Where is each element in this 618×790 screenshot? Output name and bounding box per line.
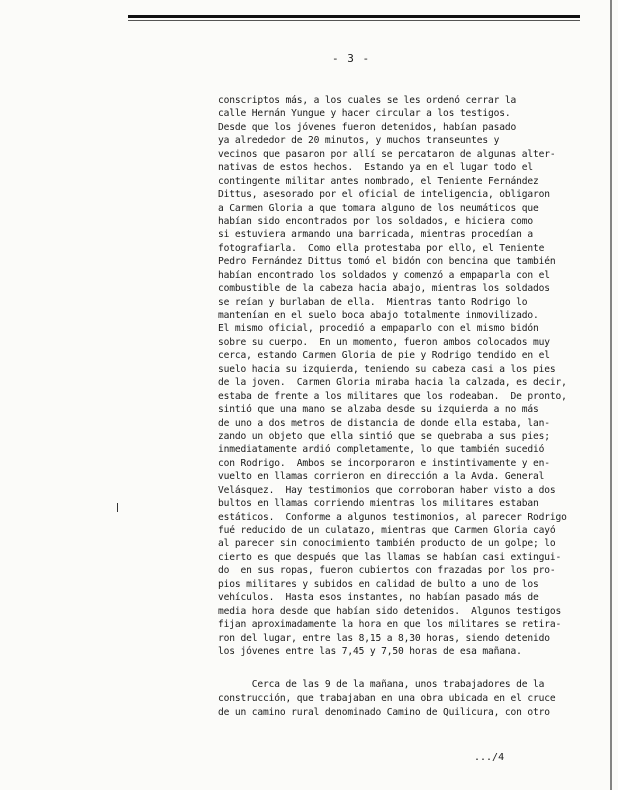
text-line: habían sido encontrados por los soldados, e hiciera como (218, 215, 534, 227)
text-line: ya alrededor de 20 minutos, y muchos transeuntes y (218, 135, 500, 147)
margin-mark (117, 503, 118, 512)
text-line: fotografiarla. Como ella protestaba por ello, el Teniente (218, 242, 545, 254)
text-line: Velásquez. Hay testimonios que corroboran haber visto a dos (218, 484, 556, 496)
text-line: de uno a dos metros de distancia de donde ella estaba, lan- (218, 417, 550, 429)
text-line: Dittus, asesorado por el oficial de inteligencia, obligaron (218, 189, 550, 201)
text-line: de un camino rural denominado Camino de Quilicura, con otro (218, 707, 550, 718)
text-line: vehículos. Hasta esos instantes, no habían pasado más de (218, 592, 539, 604)
text-line: suelo hacia su izquierda, teniendo su cabeza casi a los pies (218, 363, 556, 375)
text-line: mantenían en el suelo boca abajo totalmente inmovilizado. (218, 310, 539, 321)
text-line: Desde que los jóvenes fueron detenidos, habían pasado (218, 121, 517, 133)
paragraph-1 (218, 94, 590, 658)
text-line: El mismo oficial, procedió a empaparlo con el mismo bidón (218, 323, 539, 335)
text-line: al parecer sin conocimiento también producto de un golpe; lo (218, 538, 556, 550)
text-line: do en sus ropas, fueron cubiertos con frazadas por los pro- (218, 565, 556, 577)
text-line: Cerca de las 9 de la mañana, unos trabajadores de la (218, 679, 545, 690)
text-line: vuelto en llamas corrieron en dirección a la Avda. General (218, 471, 545, 483)
page-edge (610, 0, 612, 790)
continuation-marker: ...​/4 (474, 752, 505, 763)
text-line: con Rodrigo. Ambos se incorporaron e instintivamente y en- (218, 457, 550, 469)
text-line: calle Hernán Yungue y hacer circular a los testigos. (218, 108, 511, 120)
text-line: sobre su cuerpo. En un momento, fueron ambos colocados muy (218, 336, 550, 348)
text-line: si estuviera armando una barricada, mientras procedían a (218, 229, 534, 241)
text-line: fijan aproximadamente la hora en que los militares se retira- (218, 619, 562, 631)
text-line: media hora desde que habían sido detenidos. Algunos testigos (218, 605, 562, 617)
text-line: a Carmen Gloria a que tomara alguno de los neumáticos que (218, 202, 539, 214)
text-line: nativas de estos hechos. Estando ya en el lugar todo el (218, 162, 534, 174)
text-line: estáticos. Conforme a algunos testimonios, al parecer Rodrigo (218, 511, 567, 523)
text-line: Pedro Fernández Dittus tomó el bidón con bencina que también (218, 256, 556, 268)
text-line: se reían y burlaban de ella. Mientras tanto Rodrigo lo (218, 296, 528, 308)
paragraph-2 (218, 678, 590, 720)
text-line: bultos en llamas corriendo mientras los militares estaban (218, 498, 539, 510)
text-line: ron del lugar, entre las 8,15 a 8,30 horas, siendo detenido (218, 632, 550, 644)
text-line: estaba de frente a los militares que los rodeaban. De pronto, (218, 390, 567, 402)
text-line: cerca, estando Carmen Gloria de pie y Rodrigo tendido en el (218, 350, 550, 362)
text-line: fué reducido de un culatazo, mientras que Carmen Gloria cayó (218, 525, 556, 536)
text-line: vecinos que pasaron por allí se percataron de algunas alter- (218, 148, 556, 160)
text-line: construcción, que trabajaban en una obra ubicada en el cruce (218, 693, 556, 704)
text-line: conscriptos más, a los cuales se les ordenó cerrar la (218, 95, 517, 106)
text-line: habían encontrado los soldados y comenzó a empaparla con el (218, 269, 550, 281)
text-line: cierto es que después que las llamas se habían casi extingui- (218, 551, 562, 563)
text-line: contingente militar antes nombrado, el Teniente Fernández (218, 175, 539, 187)
page-number: - 3 - (332, 52, 371, 65)
text-line: sintió que una mano se alzaba desde su izquierda a no más (218, 404, 539, 416)
text-line: inmediatamente ardió completamente, lo que también sucedió (218, 444, 545, 456)
top-rule (128, 15, 580, 18)
top-rule-thin (128, 20, 580, 21)
text-line: combustible de la cabeza hacia abajo, mientras los soldados (218, 283, 550, 295)
text-line: de la joven. Carmen Gloria miraba hacia la calzada, es decir, (218, 377, 567, 389)
text-line: los jóvenes entre las 7,45 y 7,50 horas de esa mañana. (218, 645, 522, 657)
text-line: zando un objeto que ella sintió que se quebraba a sus pies; (218, 430, 550, 442)
text-line: pios militares y subidos en calidad de bulto a uno de los (218, 578, 539, 590)
